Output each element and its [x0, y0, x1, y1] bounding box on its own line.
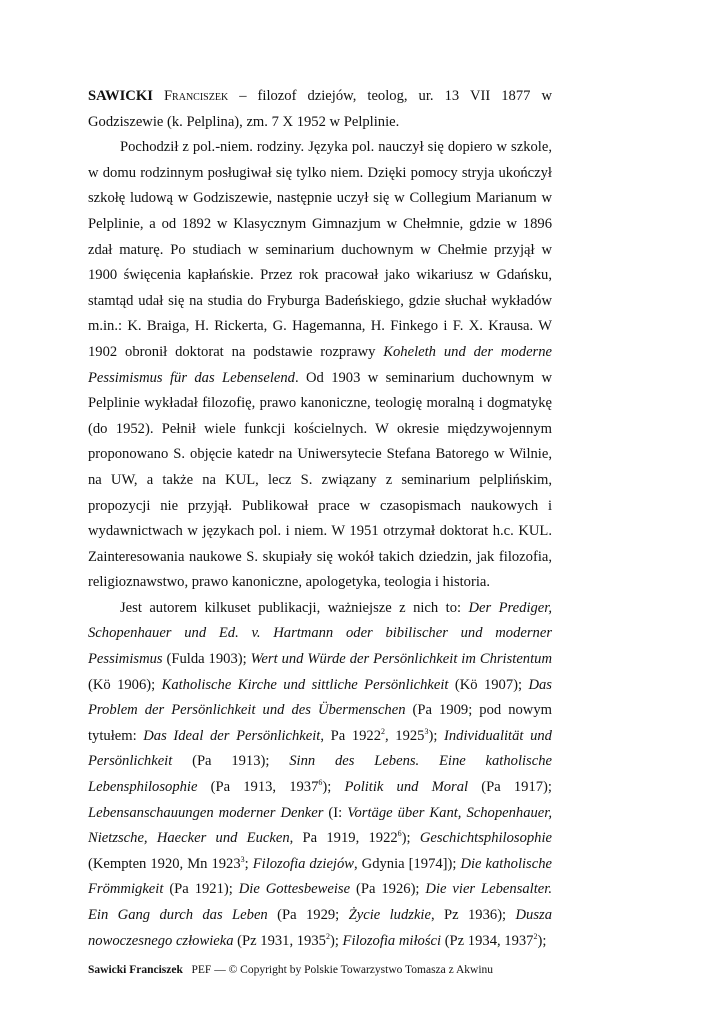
- work-publication: (I:: [323, 804, 348, 821]
- footer-copyright: PEF — © Copyright by Polskie Towarzystwo Tomasza z Akwinu: [191, 964, 494, 976]
- work-title: Lebensanschauungen moderner Denker: [88, 804, 324, 821]
- work-title: Dusza nowoczesnego człowieka: [88, 907, 552, 949]
- work-publication: );: [322, 779, 345, 796]
- work-title: Das Problem der Persönlichkeit und des Übermenschen: [88, 676, 552, 719]
- edition-number: 3: [240, 854, 245, 864]
- work-publication: , Pa 1922: [320, 727, 382, 744]
- work-title: Wert und Würde der Persönlichkeit im Christentum: [250, 651, 552, 668]
- edition-number: 2: [533, 931, 538, 941]
- work-title: Das Ideal der Persönlichkeit: [143, 727, 321, 744]
- work-title: Filozofia dziejów: [252, 855, 355, 872]
- edition-number: 2: [325, 931, 330, 941]
- work-publication: );: [537, 932, 547, 949]
- work-publication: , Gdynia [1974]);: [354, 855, 461, 872]
- work-publication: (Pz 1931, 1935: [233, 932, 326, 949]
- edition-number: 3: [424, 726, 429, 736]
- work-publication: (Kö 1906);: [88, 676, 162, 693]
- entry-summary: – filozof dziejów, teolog, ur. 13 VII 1877 w Godziszewie (k. Pelplina), zm. 7 X 1952 w Pelplinie.: [88, 88, 553, 130]
- work-title: Politik und Moral: [344, 779, 469, 796]
- work-title: Życie ludzkie: [348, 907, 431, 923]
- career-text: . Od 1903 w seminarium duchownym w Pelplinie wykładał filozofię, prawo kanoniczne, teologię moralną i dogmatykę (do 1952). Pełnił wiele funkcji kościelnych. W okresie międzywojennym proponowano S. objęcie katedr na Uniwersytecie Stefana Batorego w Wilnie, na UW, a także na KUL, lecz S. związany z seminarium pelplińskim, propozycji nie przyjął. Publikował prace w czasopismach naukowych i wydawnictwach w językach pol. i niem. W 1951 otrzymał doktorat h.c. KUL. Zainteresowania naukowe S. skupiały się wokół takich dziedzin, jak filozofia, religioznawstwo, prawo kanoniczne, apologetyka, teologia i historia.: [88, 369, 552, 591]
- work-publication: (Pa 1913);: [172, 753, 290, 770]
- work-title: Sinn des Lebens. Eine katholische Lebensphilosophie: [88, 753, 552, 796]
- biography-text: Pochodził z pol.-niem. rodziny. Języka pol. nauczył się dopiero w szkole, w domu rodzinnym posługiwał się tylko niem. Dzięki pomocy stryja ukończył szkołę ludową w Godziszewie, następnie uczył się w Collegium Marianum w Pelplinie, a od 1892 w Klasycznym Gimnazjum w Chełmnie, gdzie w 1896 zdał maturę. Po studiach w seminarium duchownym w Chełmie przyjął w 1900 święcenia kapłańskie. Przez rok pracował jako wikariusz w Gdańsku, stamtąd udał się na studia do Fryburga Badeńskiego, gdzie słuchał wykładów m.in.: K. Braiga, H. Rickerta, G. Hagemanna, H. Finkego i F. X. Krausa. W 1902 obronił doktorat na podstawie rozprawy: [88, 139, 552, 360]
- work-publication: );: [428, 727, 445, 744]
- biography-paragraph: [88, 135, 552, 596]
- work-publication: , 1925: [385, 727, 425, 744]
- work-publication: (Pa 1921);: [163, 881, 239, 898]
- works-paragraph: [88, 596, 552, 954]
- work-publication: (Pa 1909; pod nowym tytułem:: [88, 702, 552, 744]
- work-publication: (Pa 1913, 1937: [197, 779, 319, 796]
- entry-surname: SAWICKI: [88, 88, 153, 104]
- page-footer: [88, 962, 648, 978]
- work-publication: (Pa 1929;: [267, 907, 349, 923]
- work-title: Individualität und Persönlichkeit: [88, 727, 552, 770]
- edition-number: 2: [381, 726, 386, 736]
- work-title: Vortäge über Kant, Schopenhauer, Nietzsche, Haecker und Eucken: [88, 804, 552, 847]
- work-publication: (Kempten 1920, Mn 1923: [88, 855, 241, 872]
- work-publication: (Fulda 1903);: [162, 651, 251, 668]
- dissertation-title: Koheleth und der moderne Pessimismus für das Lebenselend: [88, 343, 553, 386]
- work-title: Die Gottesbeweise: [238, 881, 351, 898]
- work-publication: , Pz 1936);: [430, 907, 516, 923]
- work-title: Der Prediger, Schopenhauer und Ed. v. Hartmann oder bibilischer und moderner Pessimismus: [88, 599, 552, 668]
- work-publication: (Kö 1907);: [448, 676, 529, 693]
- works-intro: Jest autorem kilkuset publikacji, ważniejsze z nich to:: [120, 599, 469, 616]
- work-publication: (Pa 1926);: [350, 881, 426, 898]
- work-title: Filozofia miłości: [342, 932, 442, 949]
- work-publication: , Pa 1919, 1922: [289, 830, 398, 847]
- footer-entry-name: Sawicki Franciszek: [88, 964, 183, 976]
- entry-header-paragraph: [88, 84, 552, 135]
- work-publication: ;: [244, 855, 253, 872]
- work-title: Die vier Lebensalter. Ein Gang durch das Leben: [88, 881, 552, 923]
- entry-given-name: Franciszek: [163, 88, 229, 104]
- work-publication: (Pz 1934, 1937: [441, 932, 534, 949]
- work-publication: );: [329, 932, 343, 949]
- article-body: [88, 84, 552, 954]
- work-title: Geschichtsphilosophie: [419, 830, 552, 847]
- work-title: Die katholische Frömmigkeit: [88, 855, 552, 898]
- work-publication: );: [401, 830, 420, 847]
- edition-number: 6: [397, 829, 402, 839]
- edition-number: 6: [318, 778, 323, 788]
- work-publication: (Pa 1917);: [468, 779, 552, 796]
- work-title: Katholische Kirche und sittliche Persönlichkeit: [161, 676, 449, 693]
